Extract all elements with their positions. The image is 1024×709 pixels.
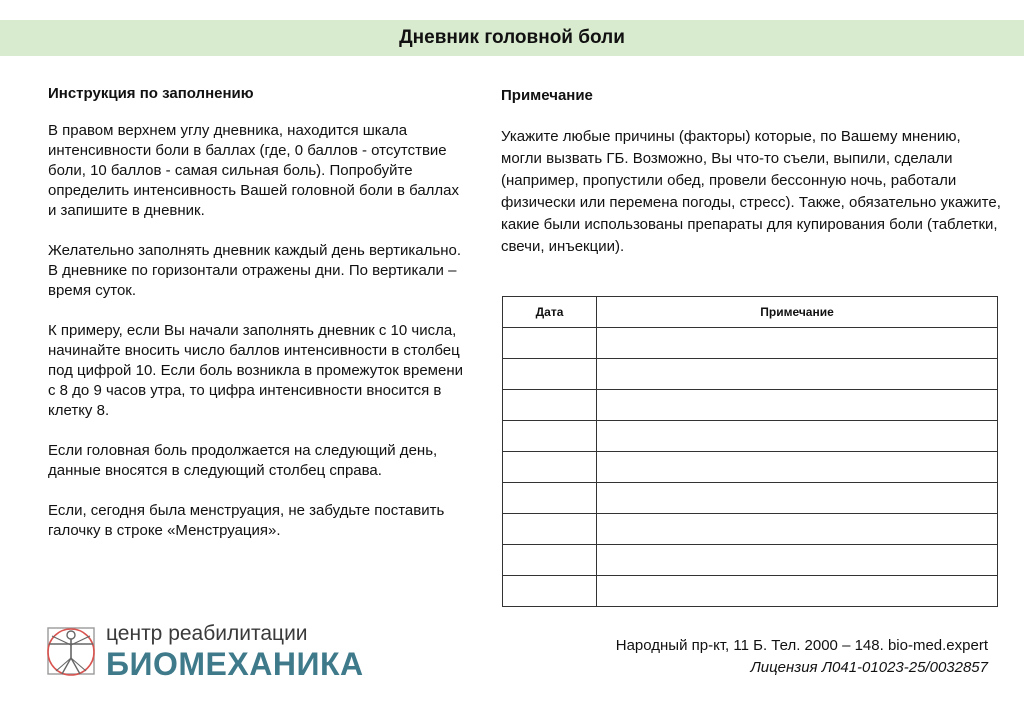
table-row xyxy=(503,576,998,607)
date-cell[interactable] xyxy=(503,359,597,390)
note-cell[interactable] xyxy=(597,421,998,452)
note-cell[interactable] xyxy=(597,452,998,483)
note-cell[interactable] xyxy=(597,483,998,514)
date-cell[interactable] xyxy=(503,328,597,359)
note-cell[interactable] xyxy=(597,328,998,359)
table-row xyxy=(503,545,998,576)
footer-contacts xyxy=(616,635,988,679)
date-cell[interactable] xyxy=(503,545,597,576)
footer-address: Народный пр-кт, 11 Б. Тел. 2000 – 148. bio-med.expert xyxy=(615,637,988,654)
instructions-heading: Инструкция по заполнению xyxy=(48,85,254,102)
date-cell[interactable] xyxy=(503,483,597,514)
footer-license: Лицензия Л041-01023-25/0032857 xyxy=(750,659,988,676)
instruction-paragraph: Если, сегодня была менструация, не забудьте поставить галочку в строке «Менструация». xyxy=(48,502,445,539)
table-row xyxy=(503,421,998,452)
vitruvian-man-icon xyxy=(44,622,100,680)
date-cell[interactable] xyxy=(503,514,597,545)
note-section xyxy=(501,87,1001,258)
instruction-paragraph: Желательно заполнять дневник каждый день вертикально. В дневнике по горизонтали отражены дни. По вертикали – время суток. xyxy=(48,242,461,299)
note-cell[interactable] xyxy=(597,514,998,545)
note-cell[interactable] xyxy=(597,545,998,576)
column-header-note: Примечание xyxy=(597,297,998,328)
instruction-paragraph: К примеру, если Вы начали заполнять дневник с 10 числа, начинайте вносить число баллов интенсивности в столбец под цифрой 10. Если боль возникла в промежуток времени с 8 до 9 часов утра, то цифра интенсивности вносится в клетку 8. xyxy=(48,322,463,419)
table-row xyxy=(503,359,998,390)
brand-logo xyxy=(44,622,364,684)
page-title: Дневник головной боли xyxy=(399,27,625,48)
note-cell[interactable] xyxy=(597,359,998,390)
date-cell[interactable] xyxy=(503,576,597,607)
title-banner xyxy=(0,20,1024,56)
table-row xyxy=(503,452,998,483)
date-cell[interactable] xyxy=(503,452,597,483)
notes-table xyxy=(502,296,998,607)
table-row xyxy=(503,514,998,545)
instructions-section xyxy=(48,85,468,541)
table-header-row xyxy=(503,297,998,328)
table-row xyxy=(503,483,998,514)
column-header-date: Дата xyxy=(503,297,597,328)
date-cell[interactable] xyxy=(503,421,597,452)
note-cell[interactable] xyxy=(597,390,998,421)
instruction-paragraph: Если головная боль продолжается на следующий день, данные вносятся в следующий столбец справа. xyxy=(48,442,438,479)
date-cell[interactable] xyxy=(503,390,597,421)
note-heading: Примечание xyxy=(501,87,593,104)
note-cell[interactable] xyxy=(597,576,998,607)
logo-wordmark: БИОМЕХАНИКА xyxy=(106,646,364,682)
table-row xyxy=(503,390,998,421)
logo-tagline: центр реабилитации xyxy=(106,622,308,645)
note-text: Укажите любые причины (факторы) которые, по Вашему мнению, могли вызвать ГБ. Возможно, Вы что-то съели, выпили, сделали (например, пропустили обед, провели бессонную ночь, работали физически или перемена погоды, стресс). Также, обязательно укажите, какие были использованы препараты для купирования боли (таблетки, свечи, инъекции). xyxy=(501,128,1001,255)
instruction-paragraph: В правом верхнем углу дневника, находится шкала интенсивности боли в баллах (где, 0 баллов - отсутствие боли, 10 баллов - самая сильная боль). Попробуйте определить интенсивность Вашей головной боли в баллах и запишите в дневник. xyxy=(48,122,460,219)
table-row xyxy=(503,328,998,359)
